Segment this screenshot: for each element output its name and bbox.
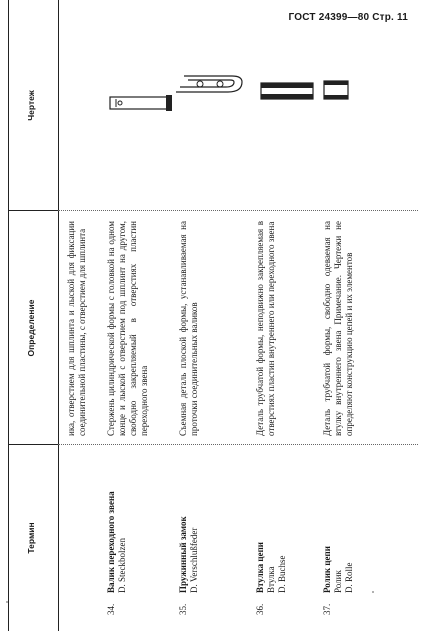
term-german: D. Verschlußfeder <box>189 527 199 593</box>
definition-cell: Стержень цилиндрической формы с головкой на одном конце и лыской с отверстием под шплинт на другом, свободно закрепляемый в отверстиях пластин переходного звена <box>106 221 149 436</box>
scan-speck <box>6 601 8 603</box>
term-number: 37. <box>322 603 332 615</box>
column-divider <box>58 210 418 211</box>
column-header-definition: Определение <box>26 299 36 357</box>
definition-continuation: ика, отверстием для шплинта и лыской для фиксации соединительной пластины, с отверстием для шплинта <box>66 221 87 436</box>
term-cell <box>255 455 288 615</box>
term-name: Втулка цепи <box>255 542 265 593</box>
term-cell <box>106 455 128 615</box>
term-german: D. Buchse <box>277 555 287 593</box>
definition-cell: Съемная деталь плоской формы, устанавливаемая на проточки соединительных валиков <box>178 221 199 436</box>
term-name: Валик переходного звена <box>106 491 116 593</box>
roller-drawing <box>318 71 368 111</box>
bushing-drawing <box>257 71 327 111</box>
term-number: 35. <box>178 603 188 615</box>
term-number: 34. <box>106 603 116 615</box>
table-top-rule <box>8 0 9 631</box>
term-number: 36. <box>255 603 265 615</box>
term-alt-name: Втулка <box>266 566 276 593</box>
column-divider <box>58 444 418 445</box>
term-cell <box>322 455 355 615</box>
page-number: Стр. 11 <box>372 12 408 23</box>
term-german: D. Rolle <box>344 562 354 593</box>
definition-cell: Деталь трубчатой формы, неподвижно закрепляемая в отверстиях пластин внутреннего или переходного звена <box>255 221 276 436</box>
definition-cell: Деталь трубчатой формы, свободно одеваемая на втулку внутреннего звена Примечание. Чертежи не определяют конструкцию цепей и их элементов <box>322 221 354 436</box>
scan-speck <box>372 591 374 593</box>
term-name: Ролик цепи <box>322 546 332 593</box>
term-cell <box>178 455 200 615</box>
spring-clip-drawing <box>170 66 250 106</box>
term-alt-name: Ролик <box>333 570 343 593</box>
standard-number: ГОСТ 24399—80 <box>288 12 370 23</box>
column-header-term: Термин <box>26 522 36 554</box>
table-header-rule <box>58 0 59 631</box>
term-german: D. Steckbolzen <box>117 538 127 593</box>
column-header-drawing: Чертеж <box>26 90 36 121</box>
term-name: Пружинный замок <box>178 516 188 593</box>
